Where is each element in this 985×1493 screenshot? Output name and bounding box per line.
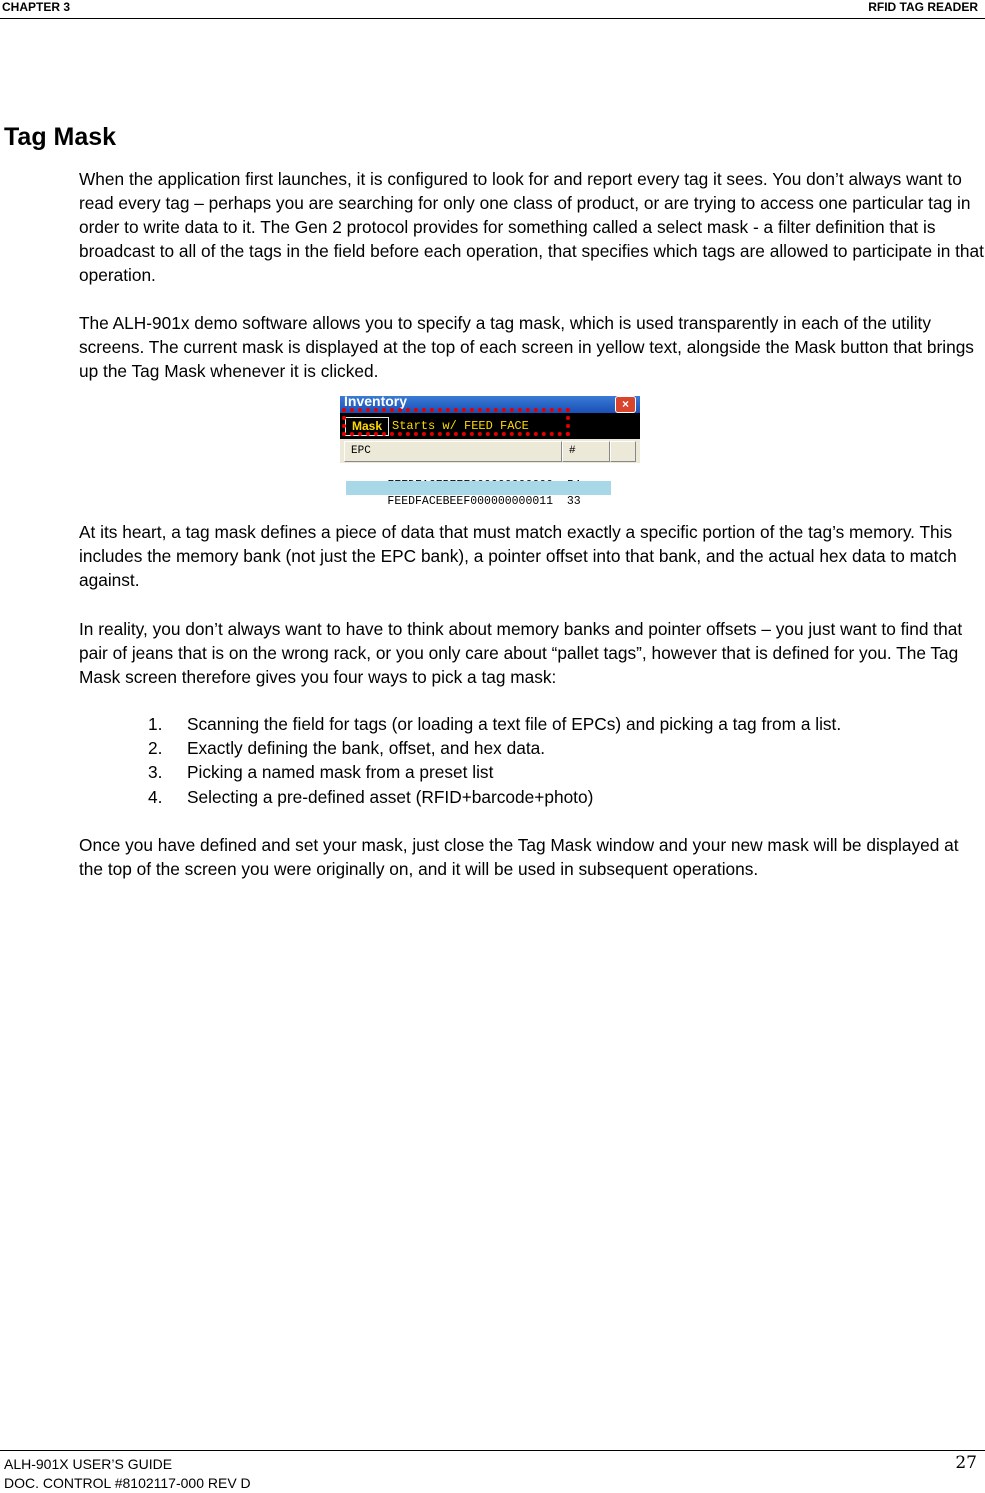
mask-button[interactable]: Mask	[345, 417, 389, 436]
list-item	[148, 785, 978, 809]
table-row[interactable]	[346, 465, 581, 479]
list-item	[148, 760, 978, 784]
paragraph-closing: Once you have defined and set your mask, just close the Tag Mask window and your new mask will be displayed at the top of the screen you were originally on, and it will be used in subsequent operations.	[79, 835, 959, 880]
paragraph-mask-definition: At its heart, a tag mask defines a piece of data that must match exactly a specific portion of the tag’s memory. This includes the memory bank (not just the EPC bank), a pointer offset into that bank, and the actual hex data to match against.	[79, 522, 957, 591]
column-header-epc[interactable]: EPC	[344, 441, 562, 462]
paragraph-reality: In reality, you don’t always want to have to think about memory banks and pointer offsets – you just want to find that pair of jeans that is on the wrong rack, or you only care about “pallet tags”, however that is defined for you. The Tag Mask screen therefore gives you four ways to pick a tag mask:	[79, 619, 963, 688]
list-text: Selecting a pre-defined asset (RFID+barcode+photo)	[187, 786, 594, 807]
list-text: Scanning the field for tags (or loading a text file of EPCs) and picking a tag from a list.	[187, 714, 842, 734]
window-title: Inventory	[344, 393, 408, 409]
section-label: RFID TAG READER	[868, 0, 978, 14]
list-text: Picking a named mask from a preset list	[187, 762, 494, 783]
chapter-label: CHAPTER 3	[2, 0, 71, 14]
row-epc: FEEDFACEBEEF000000000011	[387, 495, 554, 508]
list-item	[148, 736, 978, 760]
paragraph-demo-software: The ALH-901x demo software allows you to specify a tag mask, which is used transparently in each of the utility screens. The current mask is displayed at the top of each screen in yellow text, alongside the Mask button that brings up the Tag Mask whenever it is clicked.	[79, 313, 974, 382]
page-footer	[0, 1450, 985, 1491]
list-number: 3.	[148, 762, 163, 783]
page-number: 27	[955, 1453, 977, 1473]
page-header	[0, 0, 985, 19]
tag-list	[340, 463, 640, 508]
column-header-filler	[610, 441, 636, 462]
guide-title: ALH-901X USER’S GUIDE	[4, 1456, 173, 1472]
list-number: 1.	[148, 714, 163, 734]
list-number: 2.	[148, 738, 163, 759]
paragraph-intro: When the application first launches, it is configured to look for and report every tag it sees. You don’t always want to read every tag – perhaps you are searching for only one class of product, or are trying to access one particular tag in order to write data to it. The Gen 2 protocol provides for something called a select mask - a filter definition that is broadcast to all of the tags in the field before each operation, that specifies which tags are allowed to participate in that operation.	[79, 169, 984, 286]
current-mask-text: Starts w/ FEED FACE	[392, 419, 529, 433]
list-item	[148, 712, 978, 736]
close-icon[interactable]: ×	[615, 396, 636, 413]
mask-methods-list	[148, 712, 978, 809]
list-number: 4.	[148, 786, 163, 807]
doc-control: DOC. CONTROL #8102117-000 REV D	[4, 1475, 251, 1491]
section-heading: Tag Mask	[4, 123, 117, 151]
row-count: 33	[566, 495, 581, 508]
column-header-count[interactable]: #	[562, 441, 610, 462]
table-row[interactable]	[346, 481, 611, 508]
list-text: Exactly defining the bank, offset, and hex data.	[187, 738, 546, 759]
inventory-screenshot	[340, 393, 640, 508]
highlight-box	[342, 408, 570, 436]
